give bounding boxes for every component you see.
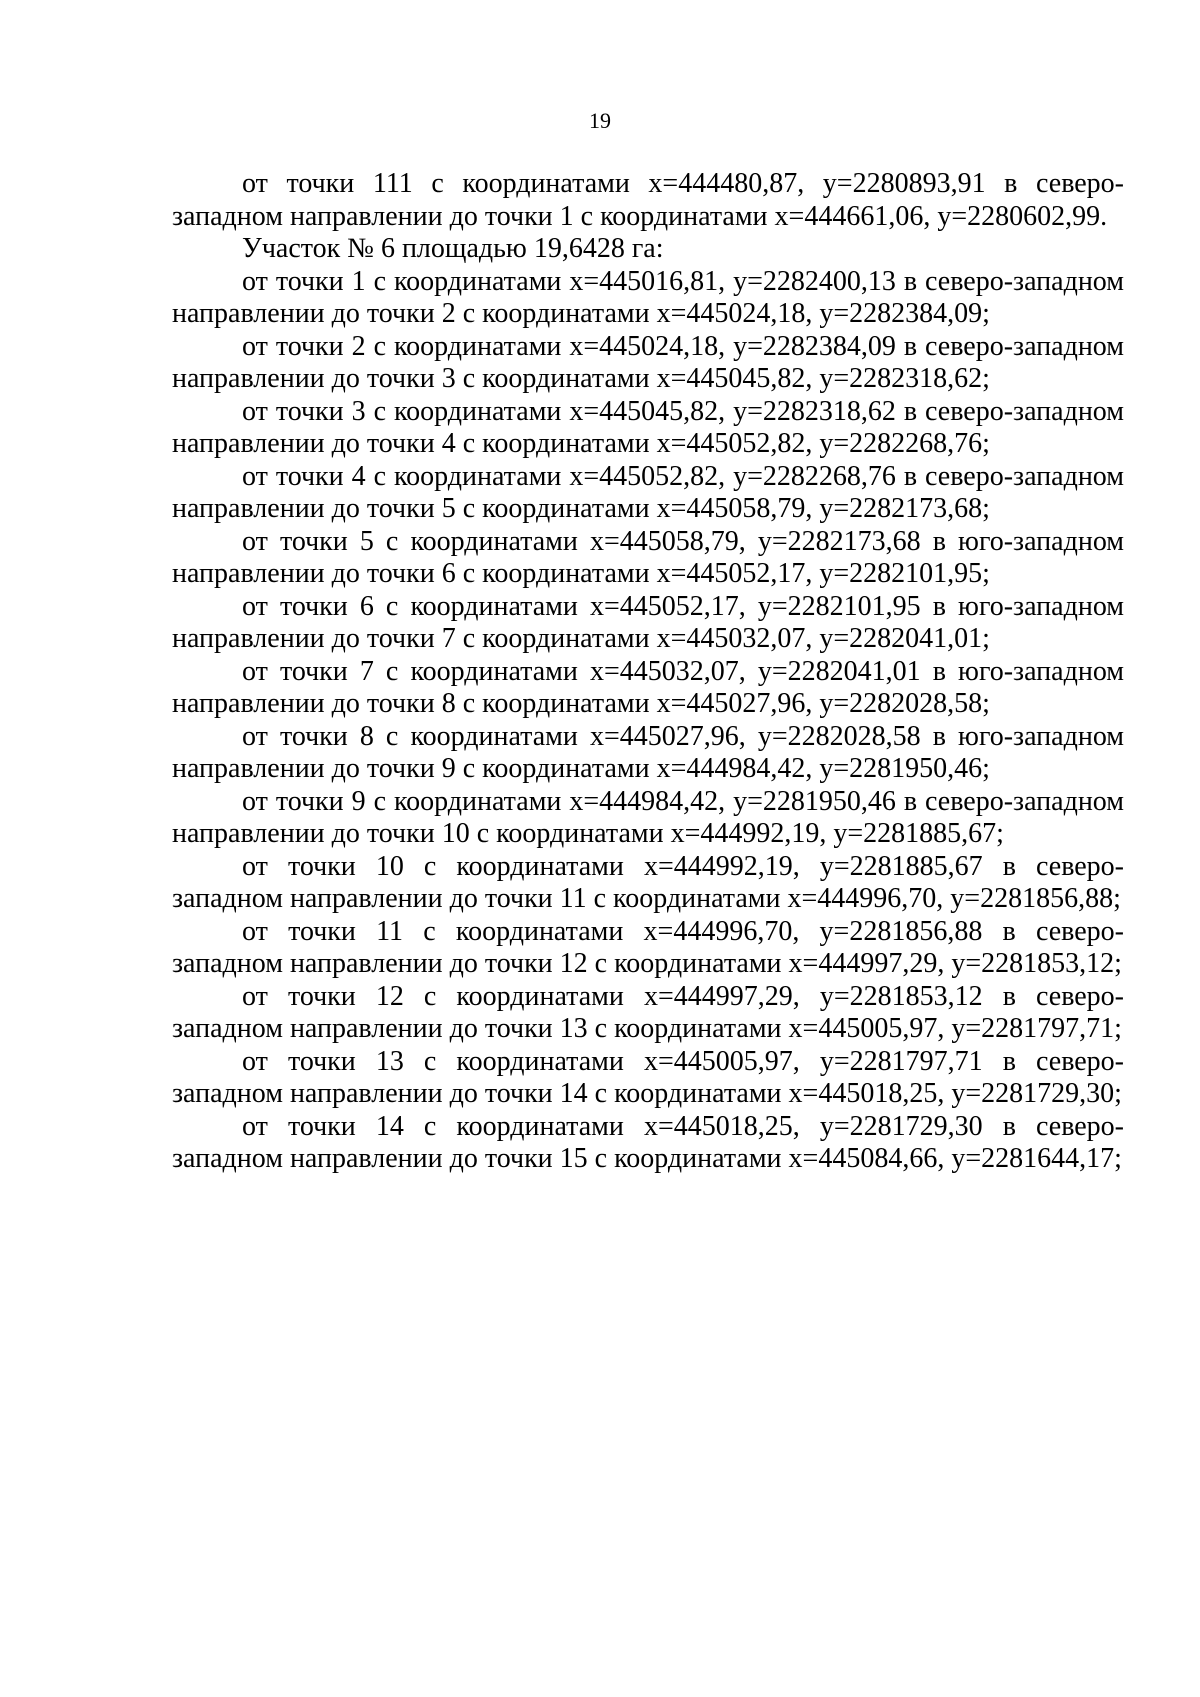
- section-heading: Участок № 6 площадью 19,6428 га:: [242, 233, 664, 264]
- paragraph: от точки 9 с координатами x=444984,42, y=2281950,46 в северо-западном направлении до точки 10 с координатами x=444992,19, y=2281885,67;: [172, 785, 1124, 849]
- paragraph: от точки 7 с координатами x=445032,07, y=2282041,01 в юго-западном направлении до точки 8 с координатами x=445027,96, y=2282028,58;: [172, 655, 1124, 719]
- document-body: [172, 168, 1124, 1176]
- page-number: 19: [589, 108, 611, 133]
- paragraph: от точки 12 с координатами x=444997,29, y=2281853,12 в северо-западном направлении до точки 13 с координатами x=445005,97, y=2281797,71;: [172, 980, 1124, 1044]
- paragraph: от точки 14 с координатами x=445018,25, y=2281729,30 в северо-западном направлении до точки 15 с координатами x=445084,66, y=2281644,17;: [172, 1110, 1124, 1174]
- paragraph: от точки 6 с координатами x=445052,17, y=2282101,95 в юго-западном направлении до точки 7 с координатами x=445032,07, y=2282041,01;: [172, 590, 1124, 654]
- paragraph: от точки 10 с координатами x=444992,19, y=2281885,67 в северо-западном направлении до точки 11 с координатами x=444996,70, y=2281856,88;: [172, 850, 1124, 914]
- paragraph: от точки 111 с координатами x=444480,87, y=2280893,91 в северо-западном направлении до точки 1 с координатами x=444661,06, y=2280602,99.: [172, 168, 1124, 232]
- paragraph: от точки 8 с координатами x=445027,96, y=2282028,58 в юго-западном направлении до точки 9 с координатами x=444984,42, y=2281950,46;: [172, 720, 1124, 784]
- paragraph: от точки 1 с координатами x=445016,81, y=2282400,13 в северо-западном направлении до точки 2 с координатами x=445024,18, y=2282384,09;: [172, 265, 1124, 329]
- paragraph: от точки 2 с координатами x=445024,18, y=2282384,09 в северо-западном направлении до точки 3 с координатами x=445045,82, y=2282318,62;: [172, 330, 1124, 394]
- paragraph: от точки 11 с координатами x=444996,70, y=2281856,88 в северо-западном направлении до точки 12 с координатами x=444997,29, y=2281853,12;: [172, 915, 1124, 979]
- paragraph: от точки 5 с координатами x=445058,79, y=2282173,68 в юго-западном направлении до точки 6 с координатами x=445052,17, y=2282101,95;: [172, 525, 1124, 589]
- paragraph: от точки 3 с координатами x=445045,82, y=2282318,62 в северо-западном направлении до точки 4 с координатами x=445052,82, y=2282268,76;: [172, 395, 1124, 459]
- paragraph: от точки 4 с координатами x=445052,82, y=2282268,76 в северо-западном направлении до точки 5 с координатами x=445058,79, y=2282173,68;: [172, 460, 1124, 524]
- paragraph: от точки 13 с координатами x=445005,97, y=2281797,71 в северо-западном направлении до точки 14 с координатами x=445018,25, y=2281729,30;: [172, 1045, 1124, 1109]
